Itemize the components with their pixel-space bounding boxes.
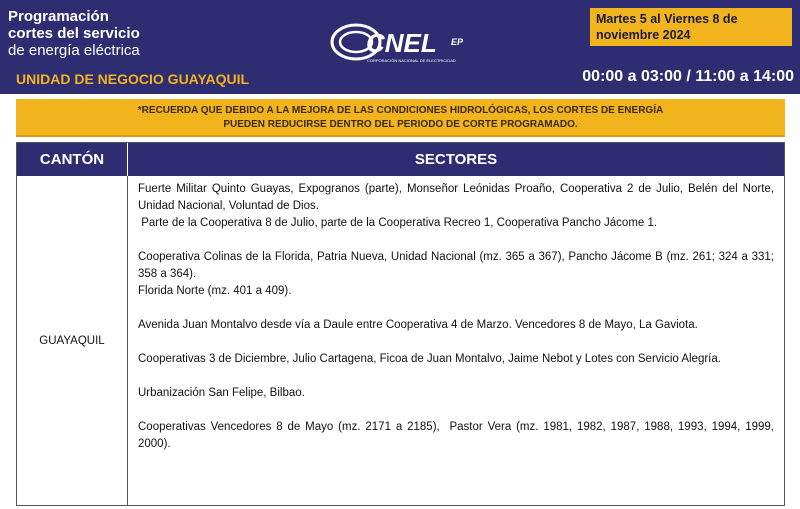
sector-line: Fuerte Militar Quinto Guayas, Expogranos (parte), Monseñor Leónidas Proaño, Cooperativa 2 de Julio, Belén del Norte, Unidad Nacional, Voluntad de Dios. [138, 183, 774, 212]
sector-group [138, 317, 774, 334]
business-unit-label: UNIDAD DE NEGOCIO GUAYAQUIL [16, 71, 250, 87]
sector-line: Cooperativa Colinas de la Florida, Patria Nueva, Unidad Nacional (mz. 365 a 367), Pancho Jácome B (mz. 261; 324 a 331; 358 a 364). [138, 251, 774, 280]
sector-group [138, 351, 774, 368]
canton-cell [17, 176, 128, 505]
logo-suffix: EP [451, 37, 464, 47]
sector-group [138, 181, 774, 232]
header-canton: CANTÓN [17, 143, 128, 176]
hydrology-notice [16, 99, 785, 137]
sector-line: Cooperativas Vencedores 8 de Mayo (mz. 2171 a 2185), Pastor Vera (mz. 1981, 1982, 1987, 1988, 1993, 1994, 1999, 2000). [138, 421, 778, 450]
logo-subtitle: CORPORACIÓN NACIONAL DE ELECTRICIDAD [367, 58, 456, 63]
notice-line-2: PUEDEN REDUCIRSE DENTRO DEL PERIODO DE CORTE PROGRAMADO. [223, 119, 578, 130]
canton-name: GUAYAQUIL [39, 334, 105, 347]
sector-line: Urbanización San Felipe, Bilbao. [138, 387, 305, 399]
title-line-1: Programación [8, 8, 109, 25]
logo-swirl-gap [344, 39, 366, 45]
date-range-box: Martes 5 al Viernes 8 de noviembre 2024 [590, 8, 792, 46]
notice-line-1: *RECUERDA QUE DEBIDO A LA MEJORA DE LAS CONDICIONES HIDROLÓGICAS, LOS CORTES DE ENERGÍA [137, 105, 664, 116]
sector-line: Cooperativas 3 de Diciembre, Julio Cartagena, Ficoa de Juan Montalvo, Jaime Nebot y Lotes con Servicio Alegría. [138, 353, 721, 365]
sector-line: Parte de la Cooperativa 8 de Julio, parte de la Cooperativa Recreo 1, Cooperativa Pancho Jácome 1. [138, 217, 658, 229]
title-line-2: cortes del servicio [8, 25, 140, 42]
time-range: 00:00 a 03:00 / 11:00 a 14:00 [582, 68, 794, 85]
outage-table [16, 142, 785, 506]
header-sectores: SECTORES [414, 151, 498, 168]
cnel-logo [330, 18, 480, 72]
sectores-cell [128, 176, 784, 505]
sector-line: Avenida Juan Montalvo desde vía a Daule entre Cooperativa 4 de Marzo. Vencedores 8 de Mayo, La Gaviota. [138, 319, 698, 331]
sector-line: Florida Norte (mz. 401 a 409). [138, 285, 292, 297]
sector-group [138, 385, 774, 402]
sector-group [138, 419, 778, 453]
program-title [8, 8, 140, 59]
table-header [17, 143, 784, 176]
header-banner [0, 0, 800, 94]
title-line-3: de energía eléctrica [8, 42, 140, 59]
sector-group [138, 249, 774, 300]
logo-wordmark: CNEL [366, 28, 437, 58]
